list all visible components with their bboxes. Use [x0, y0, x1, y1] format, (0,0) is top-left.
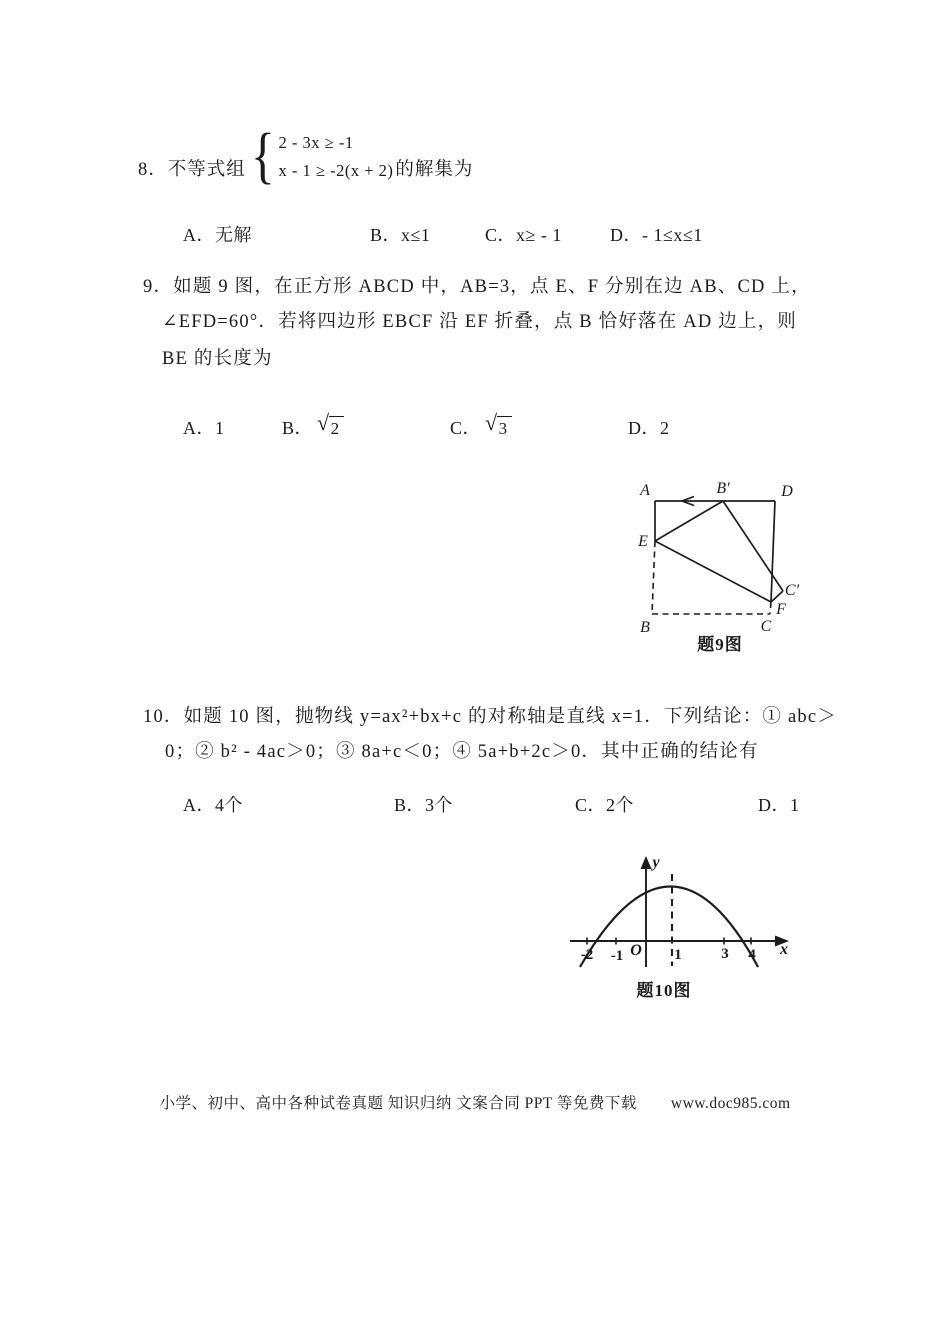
edge-FC-dashed: [770, 602, 771, 614]
radicand: 2: [329, 416, 344, 439]
q8-lead-text: 8．不等式组: [138, 160, 246, 180]
inequality-system: [248, 122, 394, 191]
footer-promo-text: 小学、初中、高中各种试卷真题 知识归纳 文案合同 PPT 等免费下载: [159, 1095, 637, 1112]
point-label-b: B: [640, 619, 650, 636]
square-solid-edges: [655, 497, 783, 603]
q8-option-c: C．x≥ - 1: [485, 225, 562, 245]
point-label-d: D: [781, 483, 793, 500]
point-label-e: E: [638, 533, 648, 550]
q9-option-d: D．2: [628, 418, 670, 438]
fold-line-EF: [655, 541, 771, 602]
point-label-a: A: [640, 482, 650, 499]
tick-label-1: 1: [674, 947, 682, 963]
tick-label-3: 3: [721, 946, 729, 962]
q9-option-b-label: B．: [282, 418, 314, 438]
figure-10-caption: 题10图: [636, 981, 692, 1000]
q9-options-row: [0, 410, 950, 444]
q9-option-c-label: C．: [450, 418, 482, 438]
square-hidden-edges: [652, 541, 771, 614]
point-label-b-prime: B′: [716, 480, 730, 497]
q8-suffix-text: 的解集为: [395, 160, 474, 180]
figure-10-diagram: [560, 850, 850, 1008]
q10-options-row: [0, 791, 950, 821]
tick-label-neg1: -1: [610, 948, 624, 964]
brace-icon: {: [250, 122, 275, 191]
point-label-c-prime: C′: [784, 582, 800, 599]
figure-9-diagram: [630, 473, 830, 665]
edge-EB-dashed: [652, 541, 655, 614]
page-footer: [0, 1091, 950, 1113]
q9-stem-line-1: 9．如题 9 图，在正方形 ABCD 中，AB=3，点 E、F 分别在边 AB、CD 上，: [143, 277, 811, 297]
origin-label: O: [630, 942, 642, 959]
q10-option-a: A．4个: [183, 795, 243, 815]
q9-stem-line-2: ∠EFD=60°．若将四边形 EBCF 沿 EF 折叠，点 B 恰好落在 AD 边上，则: [162, 312, 798, 332]
q9-stem-line-3: BE 的长度为: [162, 349, 273, 369]
sqrt-2-expression: [317, 410, 344, 439]
question-8-stem: [138, 114, 474, 191]
inequality-line-1: 2 - 3x ≥ -1: [278, 132, 354, 152]
y-axis-arrow-icon: [641, 856, 652, 869]
system-lines: [279, 129, 394, 185]
tick-label-neg2: -2: [580, 947, 594, 963]
y-axis-label: y: [652, 854, 660, 871]
q10-stem-line-2: 0；② b² - 4ac＞0；③ 8a+c＜0；④ 5a+b+2c＞0．其中正确的结论有: [165, 742, 759, 762]
q8-options-row: [0, 221, 950, 251]
axis-text: [581, 854, 788, 1000]
x-axis-label: x: [780, 941, 788, 958]
figure-9-caption: 题9图: [697, 635, 743, 654]
q10-option-b: B．3个: [394, 795, 454, 815]
radicand: 3: [497, 416, 512, 439]
parabola-curve: [580, 887, 758, 968]
tick-label-4: 4: [748, 947, 756, 963]
sqrt-3-expression: [485, 410, 512, 439]
q8-option-d: D．- 1≤x≤1: [610, 225, 703, 245]
point-label-f: F: [776, 601, 786, 618]
footer-site-url: www.doc985.com: [670, 1095, 791, 1112]
edge-DF: [771, 501, 775, 602]
q8-option-a: A．无解: [183, 225, 252, 245]
q9-option-b: [282, 410, 344, 440]
radical-sign-icon: √: [317, 410, 330, 435]
inequality-line-2: x - 1 ≥ -2(x + 2): [278, 160, 394, 180]
point-label-c: C: [760, 618, 772, 635]
q10-option-d: D．1: [758, 795, 800, 815]
q10-stem-line-1: 10．如题 10 图，抛物线 y=ax²+bx+c 的对称轴是直线 x=1．下列结论：① abc＞: [143, 707, 837, 727]
q9-option-a: A．1: [183, 418, 225, 438]
q8-option-b: B．x≤1: [370, 225, 431, 245]
q10-option-c: C．2个: [575, 795, 635, 815]
axis-arrows: [641, 856, 790, 947]
q9-option-c: [450, 410, 512, 440]
radical-sign-icon: √: [485, 410, 498, 435]
fold-line-EBprime: [655, 501, 723, 541]
